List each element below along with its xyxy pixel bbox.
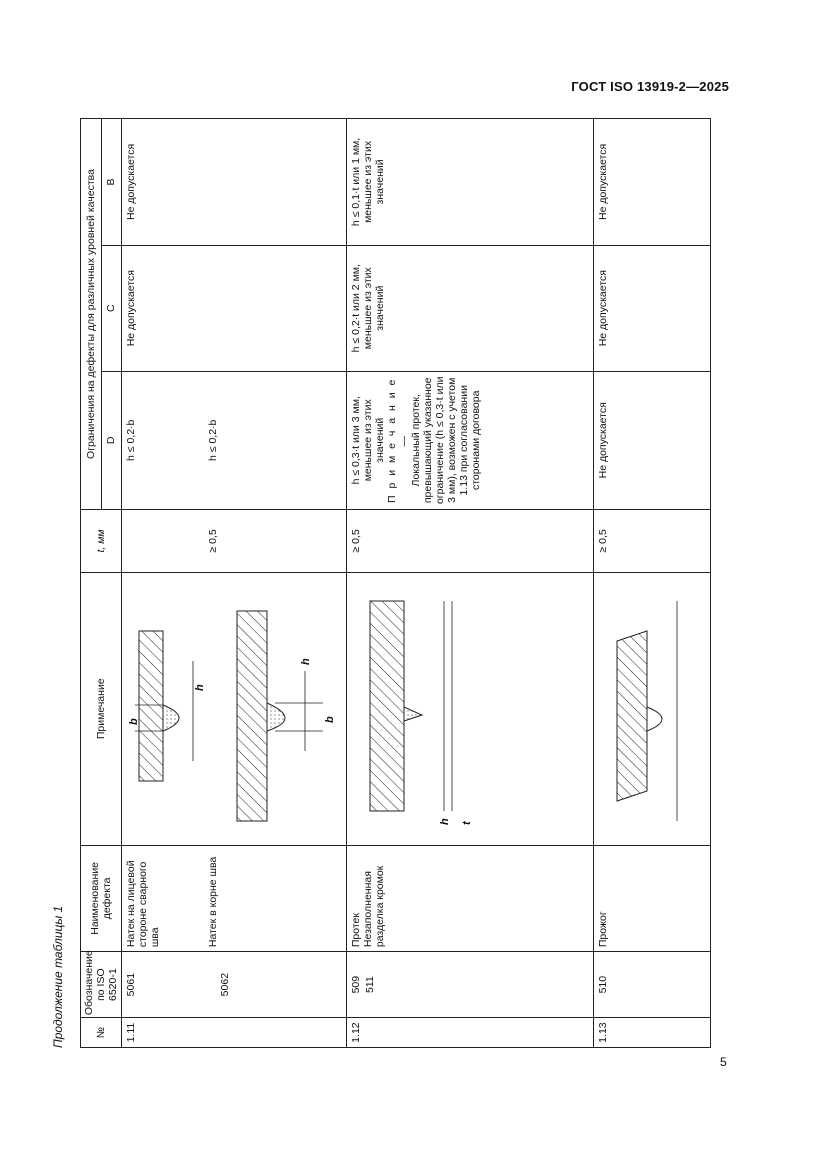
defect-code: 5062: [219, 972, 231, 997]
row-number: 1.13: [594, 1018, 711, 1048]
limit-b: Не допускается: [125, 143, 137, 220]
limit-d: h ≤ 0,2·b: [125, 419, 137, 461]
header-name: Наименование дефекта: [81, 845, 122, 952]
limit-b: h ≤ 0,1·t или 1 мм, меньшее из этих значений: [347, 119, 594, 246]
note-title: П р и м е ч а н и е —: [386, 377, 410, 503]
header-level-c: C: [101, 245, 122, 371]
header-level-b: B: [101, 119, 122, 246]
defect-name: Натек на лицевой стороне сварного шва: [125, 860, 161, 948]
table-row: [594, 119, 711, 1048]
label-b: b: [324, 715, 336, 723]
defects-table: [80, 118, 710, 1048]
defect-name: Натек в корне шва: [207, 856, 219, 948]
table-row: [122, 119, 347, 1048]
defect-code-cell: [347, 952, 594, 1018]
limit-d: h ≤ 0,3·t или 3 мм, меньшее из этих значений: [350, 396, 386, 485]
defect-code: 509: [350, 975, 362, 994]
header-limits: Ограничения на дефекты для различных уровней качества: [81, 119, 102, 510]
defect-code: 511: [364, 976, 376, 994]
limit-c: Не допускается: [125, 270, 137, 347]
limit-d-cell: [347, 371, 594, 509]
header-no: №: [81, 1018, 122, 1048]
defect-name-cell: [347, 845, 594, 952]
defect-code-cell: [122, 952, 347, 1018]
label-t: t: [461, 820, 473, 825]
page-number: 5: [720, 1055, 727, 1069]
defect-name: Незаполненная разделка кромок: [362, 865, 386, 948]
note-text: Локальный протек, превышающий указанное ограничение (h ≤ 0,3·t или 3 мм), возможен с учетом 1.13 при согласовании сторонами договора: [410, 376, 482, 505]
thickness-value: ≥ 0,5: [207, 529, 219, 553]
limit-b-cell: [122, 119, 347, 246]
thickness-value: ≥ 0,5: [347, 510, 594, 573]
header-code: Обозначение по ISO 6520-1: [81, 952, 122, 1018]
limit-c: h ≤ 0,2·t или 2 мм, меньшее из этих значений: [347, 245, 594, 371]
defect-name: Прожог: [594, 845, 711, 952]
limit-d: h ≤ 0,2·b: [207, 419, 219, 461]
row-number: 1.11: [122, 1018, 347, 1048]
defect-name: Протек: [350, 913, 362, 948]
t-cell: [122, 510, 347, 573]
label-h: h: [439, 817, 451, 825]
row-number: 1.12: [347, 1018, 594, 1048]
table-caption: Продолжение таблицы 1: [51, 905, 65, 1048]
figure-burn-through: [594, 572, 711, 845]
label-h: h: [194, 683, 206, 691]
defect-code: 5061: [125, 972, 137, 997]
label-b: b: [128, 717, 140, 725]
limit-b: Не допускается: [594, 119, 711, 246]
header-remark: Примечание: [81, 572, 122, 845]
header-level-d: D: [101, 371, 122, 509]
table-row: [347, 119, 594, 1048]
defect-name-cell: [122, 845, 347, 952]
limit-c: Не допускается: [594, 245, 711, 371]
figure-excess-penetration: [122, 572, 347, 845]
limit-d-cell: [122, 371, 347, 509]
defect-code: 510: [594, 952, 711, 1018]
limit-c-cell: [122, 245, 347, 371]
figure-sagging: [347, 572, 594, 845]
limit-d: Не допускается: [594, 371, 711, 509]
label-h: h: [300, 657, 312, 665]
header-t: t, мм: [81, 510, 122, 573]
standard-header: ГОСТ ISO 13919-2—2025: [571, 79, 729, 94]
thickness-value: ≥ 0,5: [594, 510, 711, 573]
